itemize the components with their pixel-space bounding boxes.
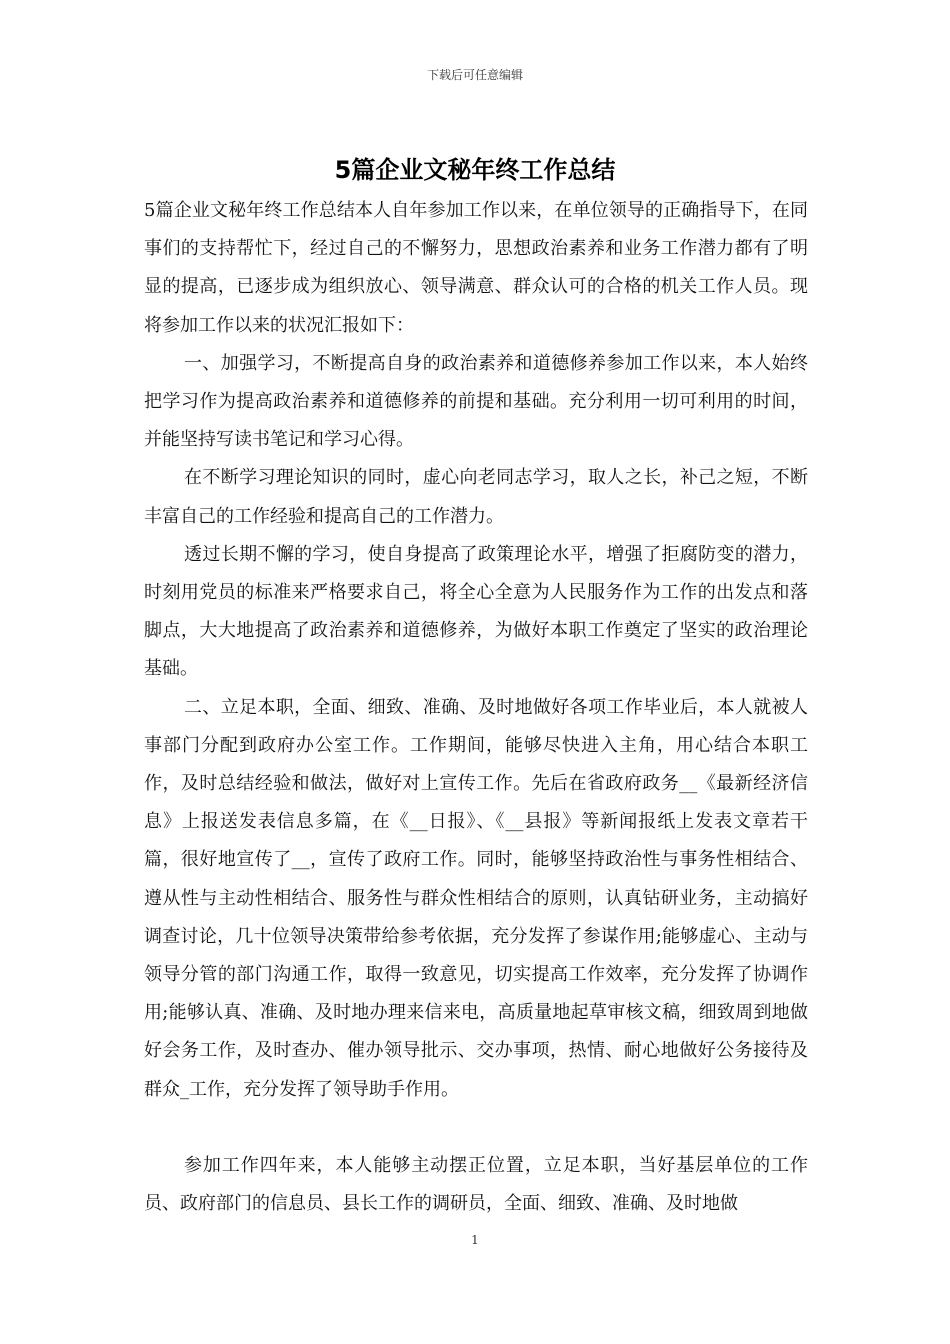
header-note: 下载后可任意编辑	[426, 68, 523, 82]
document-body	[144, 192, 808, 1223]
page-number: 1	[471, 1233, 479, 1247]
paragraph-learning: 在不断学习理论知识的同时，虚心向老同志学习，取人之长，补己之短，不断丰富自己的工作经验和提高自己的工作潜力。	[144, 467, 808, 527]
paragraph-duties: 二、立足本职，全面、细致、准确、及时地做好各项工作毕业后，本人就被人事部门分配到政府办公室工作。工作期间，能够尽快进入主角，用心结合本职工作，及时总结经验和做法，做好对上宣传工作。先后在省政府政务__《最新经济信息》上报送发表信息多篇，在《__日报》、《__县报》等新闻报纸上发表文章若干篇，很好地宣传了__，宣传了政府工作。同时，能够坚持政治性与事务性相结合、遵从性与主动性相结合、服务性与群众性相结合的原则，认真钻研业务，主动搞好调查讨论，几十位领导决策带给参考依据，充分发挥了参谋作用;能够虚心、主动与领导分管的部门沟通工作，取得一致意见，切实提高工作效率，充分发挥了协调作用;能够认真、准确、及时地办理来信来电，高质量地起草审核文稿，细致周到地做好会务工作，及时查办、催办领导批示、交办事项，热情、耐心地做好公务接待及群众_工作，充分发挥了领导助手作用。	[144, 696, 808, 1100]
paragraph-result: 透过长期不懈的学习，使自身提高了政策理论水平，增强了拒腐防变的潜力，时刻用党员的标准来严格要求自己，将全心全意为人民服务作为工作的出发点和落脚点，大大地提高了政治素养和道德修养，为做好本职工作奠定了坚实的政治理论基础。	[144, 543, 808, 680]
paragraph-four-years: 参加工作四年来，本人能够主动摆正位置，立足本职，当好基层单位的工作员、政府部门的信息员、县长工作的调研员，全面、细致、准确、及时地做	[144, 1154, 808, 1215]
paragraph-study: 一、加强学习，不断提高自身的政治素养和道德修养参加工作以来，本人始终把学习作为提高政治素养和道德修养的前提和基础。充分利用一切可利用的时间，并能坚持写读书笔记和学习心得。	[144, 352, 808, 451]
paragraph-spacer	[144, 1109, 808, 1147]
document-title: 5篇企业文秘年终工作总结	[334, 156, 616, 184]
paragraph-intro: 5篇企业文秘年终工作总结本人自年参加工作以来，在单位领导的正确指导下，在同事们的支持帮忙下，经过自己的不懈努力，思想政治素养和业务工作潜力都有了明显的提高，已逐步成为组织放心、领导满意、群众认可的合格的机关工作人员。现将参加工作以来的状况汇报如下：	[144, 200, 808, 336]
